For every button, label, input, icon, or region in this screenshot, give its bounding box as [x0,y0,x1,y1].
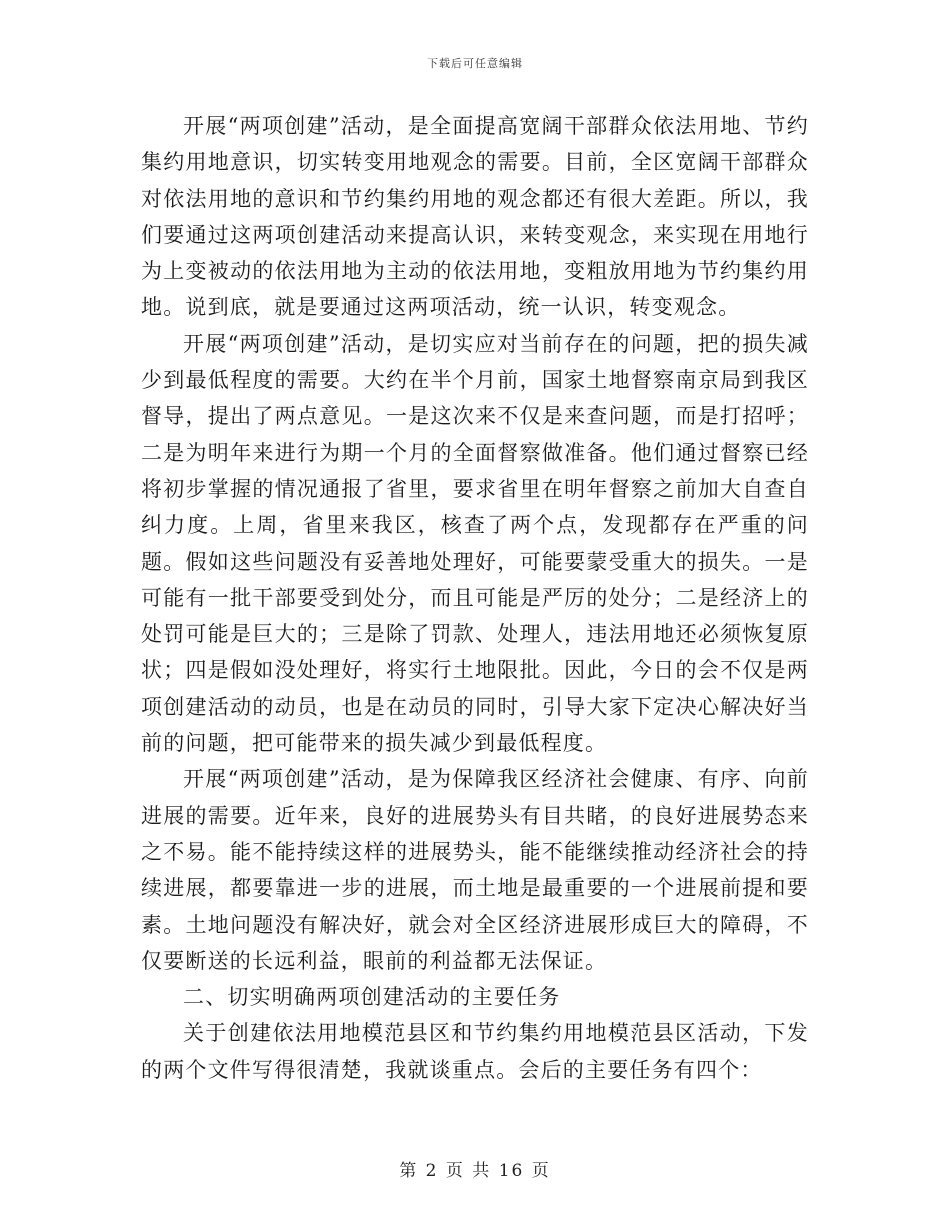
paragraph-3: 开展“两项创建”活动，是为保障我区经济社会健康、有序、向前进展的需要。近年来，良好的进展势头有目共睹，的良好进展势态来之不易。能不能持续这样的进展势头，能不能继续推动经济社会的持续进展，都要靠进一步的进展，而土地是最重要的一个进展前提和要素。土地问题没有解决好，就会对全区经济进展形成巨大的障碍，不仅要断送的长远利益，眼前的利益都无法保证。 [141,767,809,973]
section-heading: 二、切实明确两项创建活动的主要任务 [183,985,561,1010]
paragraph-4: 关于创建依法用地模范县区和节约集约用地模范县区活动，下发的两个文件写得很清楚，我就谈重点。会后的主要任务有四个： [141,1021,809,1082]
header-note: 下载后可任意编辑 [427,57,523,70]
paragraph-1: 开展“两项创建”活动，是全面提高宽阔干部群众依法用地、节约集约用地意识，切实转变用地观念的需要。目前，全区宽阔干部群众对依法用地的意识和节约集约用地的观念都还有很大差距。所以，我们要通过这两项创建活动来提高认识，来转变观念，来实现在用地行为上变被动的依法用地为主动的依法用地，变粗放用地为节约集约用地。说到底，就是要通过这两项活动，统一认识，转变观念。 [141,114,809,320]
paragraph-2: 开展“两项创建”活动，是切实应对当前存在的问题，把的损失减少到最低程度的需要。大约在半个月前，国家土地督察南京局到我区督导，提出了两点意见。一是这次来不仅是来查问题，而是打招呼；二是为明年来进行为期一个月的全面督察做准备。他们通过督察已经将初步掌握的情况通报了省里，要求省里在明年督察之前加大自查自纠力度。上周，省里来我区，核查了两个点，发现都存在严重的问题。假如这些问题没有妥善地处理好，可能要蒙受重大的损失。一是可能有一批干部要受到处分，而且可能是严厉的处分；二是经济上的处罚可能是巨大的；三是除了罚款、处理人，违法用地还必须恢复原状；四是假如没处理好，将实行土地限批。因此，今日的会不仅是两项创建活动的动员，也是在动员的同时，引导大家下定决心解决好当前的问题，把可能带来的损失减少到最低程度。 [141,331,809,756]
document-body [141,108,809,1088]
page-number: 第 2 页 共 16 页 [399,1161,551,1181]
